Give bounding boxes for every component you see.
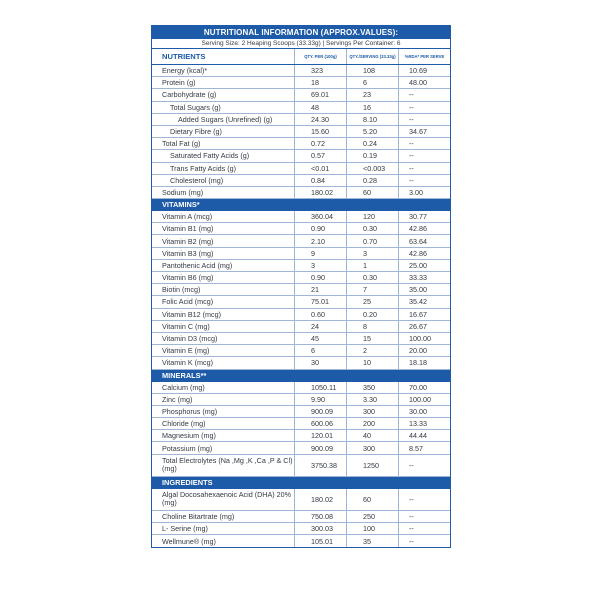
per100-value: 3 — [294, 260, 346, 271]
per100-value: 600.06 — [294, 418, 346, 429]
serving-info: Serving Size: 2 Heaping Scoops (33.33g) | Servings Per Container: 6 — [152, 39, 450, 49]
per-serving-value: 108 — [346, 65, 398, 76]
nutrients-header: NUTRIENTS — [162, 52, 206, 61]
vitamin-row — [152, 272, 450, 284]
per100-value: 180.02 — [294, 489, 346, 510]
nutrient-name: Vitamin C (mg) — [162, 321, 210, 331]
per-serving-value: 0.70 — [346, 235, 398, 246]
per-serving-value: 23 — [346, 89, 398, 100]
rda-value: 30.00 — [398, 406, 450, 417]
rda-value: 42.86 — [398, 248, 450, 259]
mineral-row — [152, 418, 450, 430]
nutrient-name: Vitamin D3 (mcg) — [162, 334, 218, 344]
rda-value: -- — [398, 89, 450, 100]
rda-value: 20.00 — [398, 345, 450, 356]
rda-value: 25.00 — [398, 260, 450, 271]
ingredients-table — [152, 489, 450, 548]
nutrient-name: Algal Docosahexaenoic Acid (DHA) 20% (mg) — [162, 489, 292, 508]
per100-value: 15.60 — [294, 126, 346, 137]
per-serving-value: 3.30 — [346, 394, 398, 405]
macro-row — [152, 114, 450, 126]
nutrient-name: Biotin (mcg) — [162, 285, 201, 295]
per100-header: QTY. PER (100g) — [294, 49, 346, 64]
vitamin-row — [152, 321, 450, 333]
per-serving-value: 8.10 — [346, 114, 398, 125]
per100-value: 6 — [294, 345, 346, 356]
electrolytes-per-serving: 1250 — [346, 455, 398, 476]
nutrient-name: Sodium (mg) — [162, 187, 204, 197]
rda-value: 26.67 — [398, 321, 450, 332]
per100-value: 24 — [294, 321, 346, 332]
per-serving-value: 60 — [346, 489, 398, 510]
macro-row — [152, 102, 450, 114]
nutrient-name: Vitamin E (mg) — [162, 346, 210, 356]
per-serving-value: 0.19 — [346, 150, 398, 161]
nutrient-name: Folic Acid (mcg) — [162, 297, 214, 307]
nutrient-name: Vitamin B2 (mg) — [162, 236, 214, 246]
rda-value: 13.33 — [398, 418, 450, 429]
per-serving-value: 0.30 — [346, 223, 398, 234]
per100-value: <0.01 — [294, 163, 346, 174]
per-serving-value: 350 — [346, 382, 398, 393]
per100-value: 900.09 — [294, 442, 346, 453]
per-serving-value: 40 — [346, 430, 398, 441]
macro-row — [152, 65, 450, 77]
vitamin-row — [152, 248, 450, 260]
per-serving-value: 60 — [346, 187, 398, 198]
per-serving-value: 0.30 — [346, 272, 398, 283]
vitamin-row — [152, 260, 450, 272]
nutrient-name: Total Sugars (g) — [170, 102, 221, 112]
per100-value: 323 — [294, 65, 346, 76]
per100-value: 24.30 — [294, 114, 346, 125]
nutrient-name: Choline Bitartrate (mg) — [162, 511, 235, 521]
per100-value: 30 — [294, 357, 346, 368]
rda-value: -- — [398, 523, 450, 534]
per-serving-value: 0.28 — [346, 175, 398, 186]
column-header-row — [152, 49, 450, 65]
rda-value: 16.67 — [398, 309, 450, 320]
per100-value: 120.01 — [294, 430, 346, 441]
per100-value: 45 — [294, 333, 346, 344]
per-serving-value: 1 — [346, 260, 398, 271]
rda-value: 100.00 — [398, 333, 450, 344]
per-serving-value: 35 — [346, 535, 398, 547]
per-serving-value: 6 — [346, 77, 398, 88]
per100-value: 21 — [294, 284, 346, 295]
ingredient-row — [152, 489, 450, 511]
per-serving-value: 5.20 — [346, 126, 398, 137]
nutrition-panel — [151, 25, 451, 548]
per-serving-value: 8 — [346, 321, 398, 332]
nutrient-name: Potassium (mg) — [162, 443, 213, 453]
mineral-row — [152, 430, 450, 442]
per-serving-value: 0.24 — [346, 138, 398, 149]
per100-value: 1050.11 — [294, 382, 346, 393]
per-serving-value: 0.20 — [346, 309, 398, 320]
per100-value: 0.72 — [294, 138, 346, 149]
rda-value: -- — [398, 138, 450, 149]
nutrient-name: Magnesium (mg) — [162, 431, 216, 441]
nutrient-name: L- Serine (mg) — [162, 523, 208, 533]
macro-row — [152, 150, 450, 162]
per-serving-value: 2 — [346, 345, 398, 356]
vitamin-row — [152, 357, 450, 369]
nutrient-name: Zinc (mg) — [162, 394, 193, 404]
panel-title: NUTRITIONAL INFORMATION (APPROX.VALUES): — [152, 26, 450, 39]
per-serving-header: QTY./SERVING (33.33g) — [346, 49, 398, 64]
per-serving-value: 7 — [346, 284, 398, 295]
per-serving-value: 300 — [346, 406, 398, 417]
nutrient-name: Trans Fatty Acids (g) — [170, 163, 237, 173]
per100-value: 0.57 — [294, 150, 346, 161]
rda-value: -- — [398, 102, 450, 113]
per-serving-value: 250 — [346, 511, 398, 522]
rda-value: -- — [398, 489, 450, 510]
rda-value: 42.86 — [398, 223, 450, 234]
per-serving-value: 300 — [346, 442, 398, 453]
macros-table — [152, 65, 450, 199]
nutrient-name: Vitamin A (mcg) — [162, 212, 213, 222]
rda-value: 63.64 — [398, 235, 450, 246]
per-serving-value: 10 — [346, 357, 398, 368]
nutrient-name: Saturated Fatty Acids (g) — [170, 151, 250, 161]
mineral-row — [152, 406, 450, 418]
nutrient-name: Protein (g) — [162, 78, 196, 88]
per100-value: 18 — [294, 77, 346, 88]
rda-value: -- — [398, 150, 450, 161]
rda-value: 33.33 — [398, 272, 450, 283]
vitamin-row — [152, 284, 450, 296]
per-serving-value: 3 — [346, 248, 398, 259]
mineral-row — [152, 442, 450, 454]
rda-value: 30.77 — [398, 211, 450, 222]
nutrient-name: Vitamin B6 (mg) — [162, 273, 214, 283]
ingredient-row — [152, 511, 450, 523]
per100-value: 2.10 — [294, 235, 346, 246]
nutrient-name: Calcium (mg) — [162, 382, 205, 392]
electrolytes-name: Total Electrolytes (Na ,Mg ,K ,Ca ,P & Cl) (mg) — [162, 455, 293, 474]
rda-value: 34.67 — [398, 126, 450, 137]
per-serving-value: 16 — [346, 102, 398, 113]
nutrient-name: Carbohydrate (g) — [162, 90, 217, 100]
rda-value: 10.69 — [398, 65, 450, 76]
nutrient-name: Energy (kcal)* — [162, 66, 208, 76]
macro-row — [152, 126, 450, 138]
per100-value: 105.01 — [294, 535, 346, 547]
nutrient-name: Phosphorus (mg) — [162, 406, 218, 416]
nutrient-name: Total Fat (g) — [162, 139, 201, 149]
rda-value: 48.00 — [398, 77, 450, 88]
nutrient-name: Added Sugars (Unrefined) (g) — [178, 114, 273, 124]
per100-value: 900.09 — [294, 406, 346, 417]
per100-value: 0.60 — [294, 309, 346, 320]
macro-row — [152, 187, 450, 199]
rda-value: -- — [398, 535, 450, 547]
rda-value: 3.00 — [398, 187, 450, 198]
rda-value: 70.00 — [398, 382, 450, 393]
vitamin-row — [152, 333, 450, 345]
per100-value: 180.02 — [294, 187, 346, 198]
minerals-table — [152, 382, 450, 455]
per-serving-value: <0.003 — [346, 163, 398, 174]
vitamins-section-header: VITAMINS* — [152, 199, 450, 211]
per100-value: 48 — [294, 102, 346, 113]
vitamins-table — [152, 211, 450, 369]
rda-value: 35.00 — [398, 284, 450, 295]
rda-value: -- — [398, 511, 450, 522]
vitamin-row — [152, 211, 450, 223]
vitamin-row — [152, 296, 450, 308]
per100-value: 75.01 — [294, 296, 346, 307]
electrolytes-row — [152, 455, 450, 477]
nutrient-name: Pantothenic Acid (mg) — [162, 260, 233, 270]
vitamin-row — [152, 345, 450, 357]
per100-value: 0.90 — [294, 272, 346, 283]
nutrient-name: Vitamin K (mcg) — [162, 358, 213, 368]
per100-value: 0.84 — [294, 175, 346, 186]
nutrient-name: Dietary Fibre (g) — [170, 127, 222, 137]
electrolytes-rda: -- — [398, 455, 450, 476]
rda-value: 18.18 — [398, 357, 450, 368]
per100-value: 0.90 — [294, 223, 346, 234]
macro-row — [152, 138, 450, 150]
minerals-section-header: MINERALS** — [152, 370, 450, 382]
nutrient-name: Cholesterol (mg) — [170, 175, 224, 185]
per-serving-value: 200 — [346, 418, 398, 429]
vitamin-row — [152, 309, 450, 321]
per100-value: 360.04 — [294, 211, 346, 222]
nutrient-name: Vitamin B3 (mg) — [162, 248, 214, 258]
per100-value: 69.01 — [294, 89, 346, 100]
per-serving-value: 25 — [346, 296, 398, 307]
vitamin-row — [152, 223, 450, 235]
per100-value: 9 — [294, 248, 346, 259]
rda-value: -- — [398, 114, 450, 125]
macro-row — [152, 77, 450, 89]
nutrient-name: Vitamin B12 (mcg) — [162, 309, 221, 319]
macro-row — [152, 89, 450, 101]
rda-value: -- — [398, 163, 450, 174]
nutrient-name: Chloride (mg) — [162, 419, 206, 429]
vitamin-row — [152, 235, 450, 247]
rda-value: 8.57 — [398, 442, 450, 453]
ingredients-section-header: INGREDIENTS — [152, 477, 450, 489]
nutrient-name: Vitamin B1 (mg) — [162, 224, 214, 234]
per-serving-value: 15 — [346, 333, 398, 344]
per-serving-value: 100 — [346, 523, 398, 534]
per100-value: 300.03 — [294, 523, 346, 534]
rda-header: %RDA* PER SERVE — [398, 49, 450, 64]
nutrient-name: Wellmune® (mg) — [162, 536, 216, 546]
macro-row — [152, 163, 450, 175]
per-serving-value: 120 — [346, 211, 398, 222]
per100-value: 9.90 — [294, 394, 346, 405]
ingredient-row — [152, 523, 450, 535]
rda-value: 44.44 — [398, 430, 450, 441]
mineral-row — [152, 394, 450, 406]
ingredient-row — [152, 535, 450, 547]
electrolytes-per100: 3750.38 — [294, 455, 346, 476]
rda-value: 35.42 — [398, 296, 450, 307]
per100-value: 750.08 — [294, 511, 346, 522]
rda-value: -- — [398, 175, 450, 186]
macro-row — [152, 175, 450, 187]
rda-value: 100.00 — [398, 394, 450, 405]
mineral-row — [152, 382, 450, 394]
